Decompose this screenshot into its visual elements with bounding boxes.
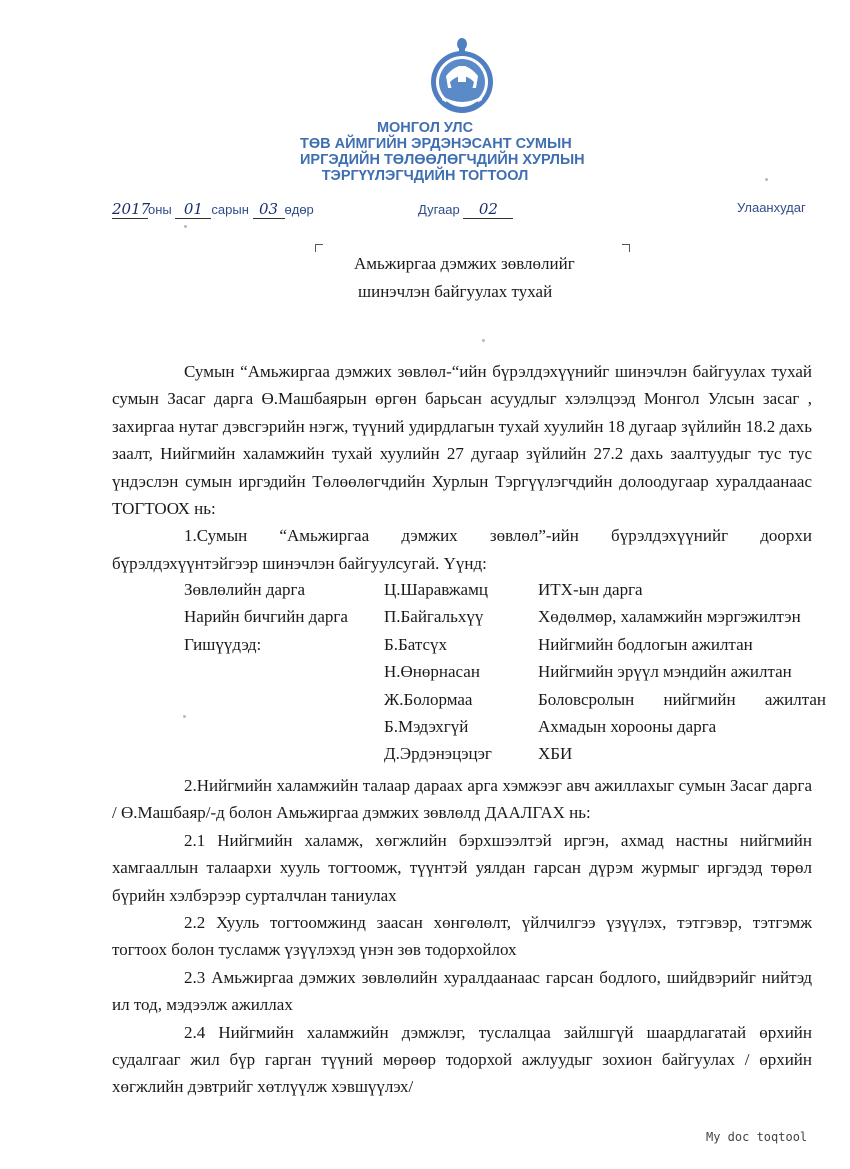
member-row <box>112 580 832 607</box>
body-intro <box>112 358 812 577</box>
document-header <box>300 120 585 184</box>
scan-speck <box>765 178 768 181</box>
number-value: 02 <box>463 200 513 219</box>
member-row <box>112 744 832 771</box>
date-year: 2017 <box>112 200 151 218</box>
header-aimag-sum: ТӨВ АЙМГИЙН ЭРДЭНЭСАНТ СУМЫН <box>300 136 572 152</box>
header-council: ИРГЭДИЙН ТӨЛӨӨЛӨГЧДИЙН ХУРЛЫН <box>300 152 585 168</box>
item-2-3-paragraph: 2.3 Амьжиргаа дэмжих зөвлөлийн хуралдаанаас гарсан бодлого, шийдвэрийг нийтэд ил тод, мэдээлж ажиллах <box>112 967 812 1015</box>
member-position: Ахмадын хорооны дарга <box>538 716 717 736</box>
header-resolution-type: ТЭРГҮҮЛЭГЧДИЙН ТОГТООЛ <box>321 168 529 184</box>
scan-speck <box>482 339 485 342</box>
scan-speck <box>183 715 186 718</box>
member-name: Ж.Болормаа <box>384 689 473 709</box>
item-2-2-paragraph: 2.2 Хууль тогтоомжинд заасан хөнгөлөлт, үйлчилгээ үзүүлэх, тэтгэвэр, тэтгэмж тогтоох болон тусламж үзүүлэхэд үнэн зөв тодорхойлох <box>112 913 812 960</box>
title-corner-right <box>622 244 630 252</box>
member-name: Б.Мэдэхгүй <box>384 716 469 736</box>
title-line-2: шинэчлэн байгуулах тухай <box>358 282 553 301</box>
body-tasks <box>112 772 812 1101</box>
title-corner-left <box>315 244 323 252</box>
member-name: П.Байгальхүү <box>384 607 484 627</box>
member-position: Хөдөлмөр, халамжийн мэргэжилтэн <box>538 607 801 627</box>
state-emblem-icon <box>428 36 496 118</box>
member-row <box>112 717 832 744</box>
member-role: Нарийн бичгийн дарга <box>184 607 348 627</box>
member-name: Б.Батсүх <box>384 634 448 654</box>
date-month: 01 <box>175 200 211 219</box>
member-row <box>112 690 832 717</box>
date-day-suffix: өдөр <box>284 202 314 217</box>
member-role: Зөвлөлийн дарга <box>184 580 306 599</box>
item-2-paragraph: 2.Нийгмийн халамжийн талаар дараах арга хэмжээг авч ажиллахыг сумын Засаг дарга / Ө.Машбаяр/-д болон Амьжиргаа дэмжих зөвлөлд ДААЛГАХ нь: <box>112 776 812 823</box>
member-row <box>112 662 832 689</box>
date-day: 03 <box>253 200 285 219</box>
document-number <box>418 200 513 219</box>
intro-paragraph: Сумын “Амьжиргаа дэмжих зөвлөл-“ийн бүрэлдэхүүнийг шинэчлэн байгуулах тухай сумын Засаг дарга Ө.Машбаярын өргөн барьсан асуудлыг хэлэлцээд Монгол Улсын засаг , захиргаа нутаг дэвсгэрийн нэгж, түүний удирдлагын тухай хуулийн 18 дугаар зүйлийн 18.2 дахь заалт, Нийгмийн халамжийн тухай хуулийн 27 дугаар зүйлийн 27.2 дахь заалтуудыг тус тус үндэслэн сумын иргэдийн Төлөөлөгчдийн Хурлын Тэргүүлэгчдийн долоодугаар хуралдаанаас ТОГТООХ нь: <box>112 362 812 519</box>
member-position: Нийгмийн бодлогын ажилтан <box>538 634 753 654</box>
member-position: Нийгмийн эрүүл мэндийн ажилтан <box>538 662 792 682</box>
place-name: Улаанхудаг <box>737 200 806 215</box>
member-position: Боловсролын нийгмийн ажилтан <box>538 689 826 709</box>
scan-speck <box>184 225 187 228</box>
member-name: Д.Эрдэнэцэцэг <box>384 744 492 764</box>
header-country: МОНГОЛ УЛС <box>376 120 474 136</box>
date-month-suffix: сарын <box>211 202 249 217</box>
item-2-1-paragraph: 2.1 Нийгмийн халамж, хөгжлийн бэрхшээлтэй иргэн, ахмад настны нийгмийн хамгааллын талаархи хууль тогтоомж, түүнтэй уялдан гарсан дүрэм журмыг иргэдэд төрөл бүрийн хэлбэрээр сурталчлан таниулах <box>112 830 812 905</box>
item-2-4-paragraph: 2.4 Нийгмийн халамжийн дэмжлэг, туслалцаа зайлшгүй шаардлагатай өрхийн судалгааг жил бүр гарган түүний мөрөөр тодорхой ажлуудыг зохион байгуулах / өрхийн хөгжлийн дэвтрийг хөтлүүлж хэвшүүлэх/ <box>112 1022 812 1097</box>
member-row <box>112 607 832 634</box>
member-row <box>112 635 832 662</box>
members-list <box>112 580 832 772</box>
member-role: Гишүүдэд: <box>184 634 262 654</box>
date-line <box>112 200 314 219</box>
footer-watermark: My doc toqtool <box>706 1130 808 1144</box>
member-name: Н.Өнөрнасан <box>384 662 480 682</box>
member-name: Ц.Шаравжамц <box>384 580 488 599</box>
member-position: ИТХ-ын дарга <box>538 580 643 599</box>
title-line-1: Амьжиргаа дэмжих зөвлөлийг <box>354 254 575 273</box>
date-year-suffix: оны <box>148 202 172 217</box>
member-position: ХБИ <box>538 744 573 764</box>
number-label: Дугаар <box>418 202 460 217</box>
item-1-paragraph: 1.Сумын “Амьжиргаа дэмжих зөвлөл”-ийн бүрэлдэхүүнийг доорхи бүрэлдэхүүнтэйгээр шинэчлэн байгуулсугай. Үүнд: <box>112 526 812 573</box>
